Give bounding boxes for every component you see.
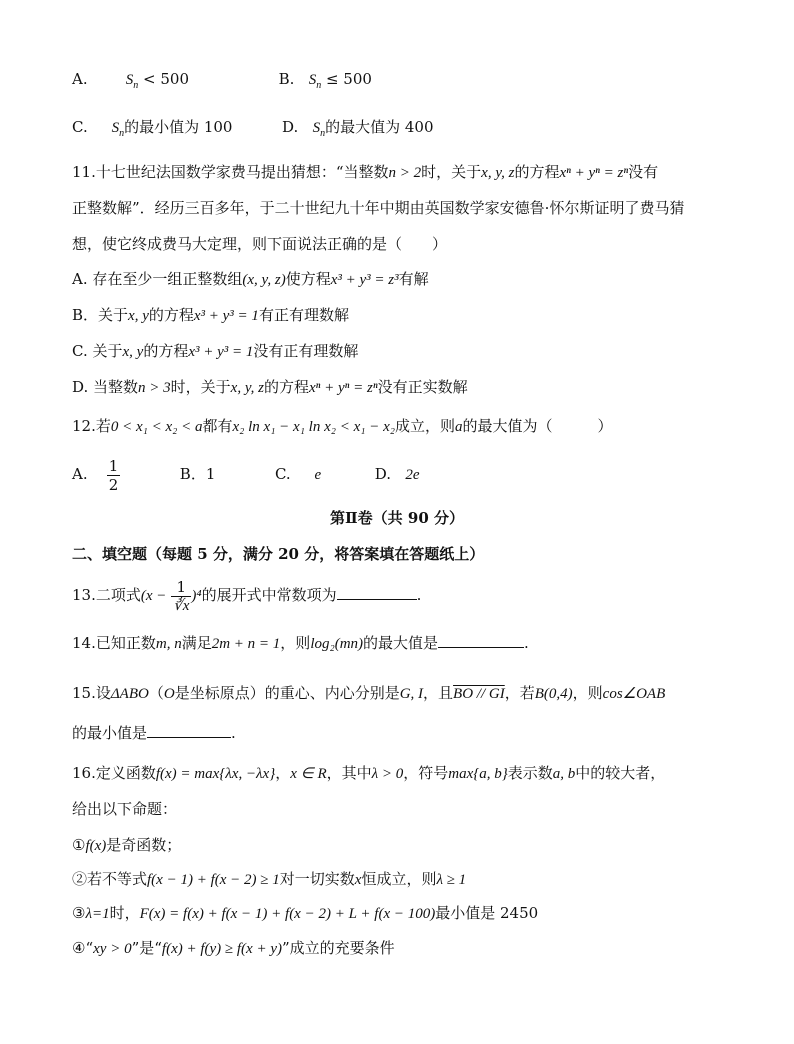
q16-proposition-3: ③λ=1时，F(x) = f(x) + f(x − 1) + f(x − 2) + L + f(x − 100)最小值是 2450	[72, 904, 539, 922]
q12-options	[72, 454, 419, 494]
q11-stem-line3: 想，使它终成费马大定理，则下面说法正确的是（ ）	[72, 235, 448, 253]
q12-option-a-fraction: $\frac{1}{2}$	[108, 456, 119, 494]
q12-option-b: B．1	[179, 465, 216, 483]
q11-option-a: A. 存在至少一组正整数组(x, y, z)使方程x³ + y³ = z³有解	[72, 270, 429, 288]
q16-proposition-1: ①f(x)是奇函数；	[72, 836, 182, 854]
q16-proposition-2: ②若不等式f(x − 1) + f(x − 2) ≥ 1对一切实数x恒成立，则λ ≥ 1	[72, 870, 467, 888]
q10-option-d-expr: S	[312, 120, 321, 136]
q15-answer-blank[interactable]	[147, 723, 231, 738]
q12-option-a-label: A.	[72, 465, 88, 483]
q11-option-d: D. 当整数n > 3时，关于x, y, z的方程xⁿ + yⁿ = zⁿ没有正实数解	[72, 378, 468, 396]
q13: 13.二项式(x − $\frac{1}{∛x}$ )⁴的展开式中常数项为 .	[72, 577, 422, 614]
q16-proposition-4: ④“xy > 0”是“f(x) + f(y) ≥ f(x + y)”成立的充要条件	[72, 939, 395, 957]
q10-option-c-label: C.	[72, 118, 88, 136]
q10-option-a-expr: S	[125, 72, 134, 88]
q11-stem-line1: 11.十七世纪法国数学家费马提出猜想：“当整数n > 2时，关于x, y, z的方程xⁿ + yⁿ = zⁿ没有	[72, 163, 659, 181]
q10-options-row2: C. $S_n$的最小值为 100 D. $S_n$的最大值为 400	[72, 118, 434, 139]
q11-option-c: C. 关于x, y的方程x³ + y³ = 1没有正有理数解	[72, 342, 359, 360]
q14: 14.已知正数m, n满足2m + n = 1，则log₂(mn)的最大值是 .	[72, 634, 529, 652]
q16-line1: 16.定义函数f(x) = max{λx, −λx}，x ∈ R，其中λ > 0，符号max{a, b}表示数a, b中的较大者，	[72, 764, 666, 782]
q13-answer-blank[interactable]	[337, 585, 417, 600]
q13-fraction: $\frac{1}{∛x}$	[173, 577, 190, 614]
fill-in-heading: 二、填空题（每题 5 分，满分 20 分，将答案填在答题纸上）	[72, 545, 485, 563]
q10-option-c-expr: S	[111, 120, 120, 136]
q10-options-row1: A. $S_n < 500$ B. $S_n \le 500$	[72, 70, 372, 91]
q11-stem-line2: 正整数解”．经历三百多年，于二十世纪九十年中期由英国数学家安德鲁·怀尔斯证明了费马猜	[72, 199, 685, 217]
q12-option-d-label: D.	[374, 465, 391, 483]
q14-answer-blank[interactable]	[438, 633, 524, 648]
q12-option-d-value: 2e	[405, 467, 420, 483]
q10-option-d-label: D.	[282, 118, 299, 136]
q12-stem: 12.若0 < x₁ < x₂ < a都有x₂ ln x₁ − x₁ ln x₂ < x₁ − x₂成立，则a的最大值为（ ）	[72, 417, 613, 435]
q10-option-b-label: B.	[278, 70, 295, 88]
q12-option-c-value: e	[314, 467, 322, 483]
q10-option-b-expr: S	[308, 72, 317, 88]
q15-line2: 的最小值是 .	[72, 724, 236, 742]
q16-line2: 给出以下命题：	[72, 800, 178, 818]
section-2-title: 第Ⅱ卷（共 90 分）	[330, 509, 464, 527]
q12-option-c-label: C.	[274, 465, 291, 483]
q15-line1: 15.设ΔABO（O是坐标原点）的重心、内心分别是G, I，且BO // GI，若B(0,4)，则cos∠OAB	[72, 684, 666, 702]
q11-option-b: B．关于x, y的方程x³ + y³ = 1有正有理数解	[72, 306, 349, 324]
q10-option-a-label: A.	[72, 70, 88, 88]
